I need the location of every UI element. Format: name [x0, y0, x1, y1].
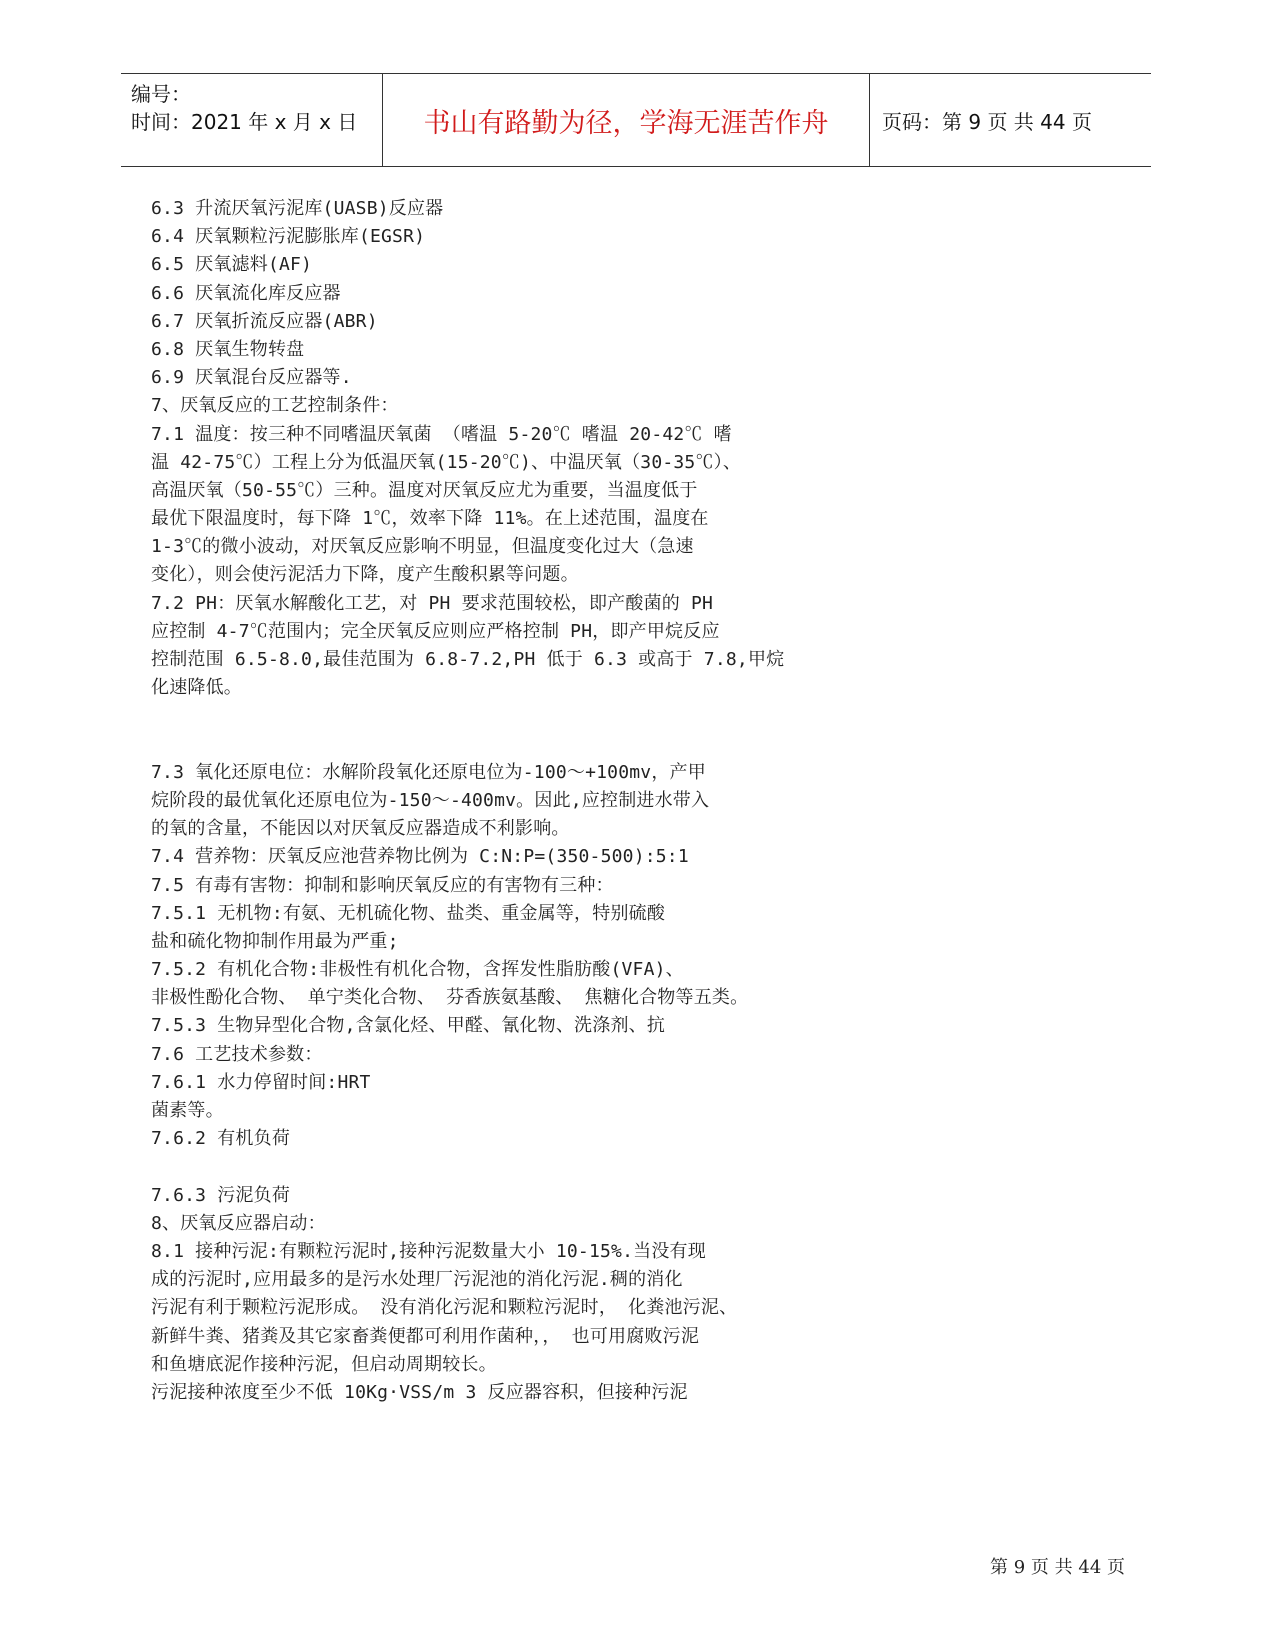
text-line: 8.1 接种污泥:有颗粒污泥时,接种污泥数量大小 10-15%.当没有现: [151, 1240, 706, 1262]
text-line: 控制范围 6.5-8.0,最佳范围为 6.8-7.2,PH 低于 6.3 或高于 7.8,甲烷: [151, 649, 785, 670]
time-label: 时间：2021 年 x 月 x 日: [131, 110, 358, 134]
text-line: 和鱼塘底泥作接种污泥，但启动周期较长。: [151, 1353, 497, 1375]
text-line: 温 42-75℃）工程上分为低温厌氧(15-20℃)、中温厌氧（30-35℃）、: [151, 451, 742, 473]
text-line: 6.8 厌氧生物转盘: [151, 338, 305, 360]
motto-text: 书山有路勤为径，学海无涯苦作舟: [423, 107, 829, 139]
text-line: [151, 1153, 891, 1181]
text-line: [151, 731, 891, 759]
text-line: [151, 702, 891, 730]
text-line: 7、厌氧反应的工艺控制条件：: [151, 395, 399, 417]
text-line: 6.5 厌氧滤料(AF): [151, 254, 313, 276]
page-label: 页码：第 9 页 共 44 页: [882, 109, 1092, 134]
text-line: 7.6.3 污泥负荷: [151, 1184, 291, 1206]
text-line: 7.6 工艺技术参数：: [151, 1043, 323, 1065]
text-line: 最优下限温度时，每下降 1℃，效率下降 11%。在上述范围，温度在: [151, 508, 709, 530]
text-line: 7.4 营养物：厌氧反应池营养物比例为 C:N:P=(350-500):5:1: [151, 846, 689, 868]
text-line: 1-3℃的微小波动，对厌氧反应影响不明显，但温度变化过大（急速: [151, 536, 694, 558]
text-line: 6.9 厌氧混台反应器等.: [151, 367, 352, 389]
text-line: 7.2 PH：厌氧水解酸化工艺，对 PH 要求范围较松，即产酸菌的 PH: [151, 592, 714, 614]
header-motto-cell: [383, 74, 870, 166]
text-line: 7.5 有毒有害物：抑制和影响厌氧反应的有害物有三种：: [151, 874, 614, 896]
text-line: 化速降低。: [151, 677, 242, 699]
text-line: 污泥接种浓度至少不低 10Kg·VSS/m 3 反应器容积，但接种污泥: [151, 1381, 688, 1403]
text-line: 新鲜牛粪、猪粪及其它家畜粪便都可利用作菌种，， 也可用腐败污泥: [151, 1325, 700, 1347]
text-line: 7.6.1 水力停留时间:HRT: [151, 1071, 371, 1093]
text-line: 应控制 4-7℃范围内；完全厌氧反应则应严格控制 PH，即产甲烷反应: [151, 620, 720, 642]
text-line: 成的污泥时,应用最多的是污水处理厂污泥池的消化污泥.稠的消化: [151, 1269, 683, 1291]
number-label: 编号：: [131, 82, 191, 106]
text-line: 烷阶段的最优氧化还原电位为-150～-400mv。因此,应控制进水带入: [151, 789, 710, 811]
header-page-cell: [870, 74, 1151, 166]
text-line: 变化），则会使污泥活力下降，度产生酸积累等问题。: [151, 564, 579, 586]
text-line: 6.3 升流厌氧污泥库(UASB)反应器: [151, 198, 444, 219]
body-text: [151, 195, 891, 1407]
text-line: 7.5.3 生物异型化合物,含氯化烃、甲醛、氰化物、洗涤剂、抗: [151, 1015, 666, 1037]
text-line: 7.6.2 有机负荷: [151, 1128, 291, 1150]
page-footer: 第 9 页 共 44 页: [990, 1557, 1125, 1578]
text-line: 7.5.1 无机物:有氨、无机硫化物、盐类、重金属等，特别硫酸: [151, 902, 666, 924]
text-line: 高温厌氧（50-55℃）三种。温度对厌氧反应尤为重要，当温度低于: [151, 479, 698, 501]
text-line: 6.4 厌氧颗粒污泥膨胀库(EGSR): [151, 226, 426, 248]
text-line: 7.1 温度：按三种不同嗜温厌氧菌 （嗜温 5-20℃ 嗜温 20-42℃ 嗜: [151, 423, 732, 445]
text-line: 6.7 厌氧折流反应器(ABR): [151, 310, 378, 332]
document-header: [121, 73, 1151, 167]
header-meta-cell: [121, 74, 383, 166]
text-line: 7.5.2 有机化合物:非极性有机化合物，含挥发性脂肪酸(VFA)、: [151, 959, 684, 981]
text-line: 非极性酚化合物、 单宁类化合物、 芬香族氨基酸、 焦糖化合物等五类。: [151, 987, 749, 1009]
text-line: 6.6 厌氧流化库反应器: [151, 282, 341, 304]
text-line: 盐和硫化物抑制作用最为严重;: [151, 930, 399, 952]
text-line: 8、厌氧反应器启动：: [151, 1212, 326, 1234]
text-line: 7.3 氧化还原电位：水解阶段氧化还原电位为-100～+100mv，产甲: [151, 761, 706, 783]
text-line: 菌素等。: [151, 1100, 224, 1121]
text-line: 的氧的含量，不能因以对厌氧反应器造成不利影响。: [151, 818, 570, 840]
text-line: 污泥有利于颗粒污泥形成。 没有消化污泥和颗粒污泥时， 化粪池污泥、: [151, 1297, 738, 1319]
